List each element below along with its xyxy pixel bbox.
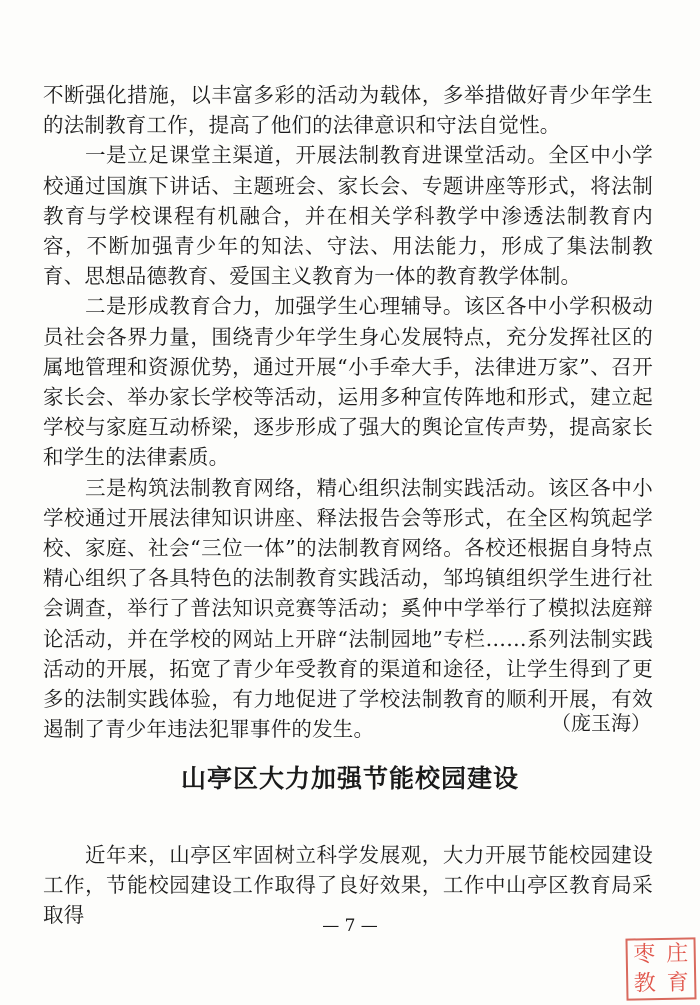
article-title: 山亭区大力加强节能校园建设 [180, 764, 519, 793]
seal-stamp-icon [625, 937, 696, 1000]
paragraph-point-three: 三是构筑法制教育网络，精心组织法制实践活动。该区各中小学校通过开展法律知识讲座、释法报告会等形式，在全区构筑起学校、家庭、社会“三位一体”的法制教育网络。各校还根据自身特点精心组织了各具特色的法制教育实践活动，邹坞镇组织学生进行社会调查，举行了普法知识竞赛等活动；奚仲中学举行了模拟法庭辩论活动，并在学校的网站上开辟“法制园地”专栏……系列法制实践活动的开展，拓宽了青少年受教育的渠道和途径，让学生得到了更多的法制实践体验，有力地促进了学校法制教育的顺利开展，有效遏制了青少年违法犯罪事件的发生。 [43, 475, 653, 742]
article-body [43, 80, 653, 744]
paragraph-point-one: 一是立足课堂主渠道，开展法制教育进课堂活动。全区中小学校通过国旗下讲话、主题班会、家长会、专题讲座等形式，将法制教育与学校课程有机融合，并在相关学科教学中渗透法制教育内容，不断加强青少年的知法、守法、用法能力，形成了集法制教育、思想品德教育、爱国主义教育为一体的教育教学体制。 [43, 143, 653, 289]
stamp-char: 育 [666, 970, 689, 996]
next-article-paragraph: 近年来，山亭区牢固树立科学发展观，大力开展节能校园建设工作，节能校园建设工作取得了良好效果，工作中山亭区教育局采取得 [43, 843, 653, 928]
paragraph-point-two: 二是形成教育合力，加强学生心理辅导。该区各中小学积极动员社会各界力量，围绕青少年学生身心发展特点，充分发挥社区的属地管理和资源优势，通过开展“小手牵大手，法律进万家”、召开家长会、举办家长学校等活动，运用多种宣传阵地和形式，建立起学校与家庭互动桥梁，逐步形成了强大的舆论宣传声势，提高家长和学生的法律素质。 [43, 294, 653, 470]
page-number: — 7 — [322, 916, 378, 936]
author-signature: （庞玉海） [551, 711, 651, 735]
stamp-char: 枣 [633, 941, 656, 967]
paragraph-continued: 不断强化措施，以丰富多彩的活动为载体，多举措做好青少年学生的法制教育工作，提高了他们的法律意识和守法自觉性。 [43, 83, 653, 138]
stamp-char: 庄 [666, 941, 689, 967]
stamp-char: 教 [633, 970, 656, 996]
